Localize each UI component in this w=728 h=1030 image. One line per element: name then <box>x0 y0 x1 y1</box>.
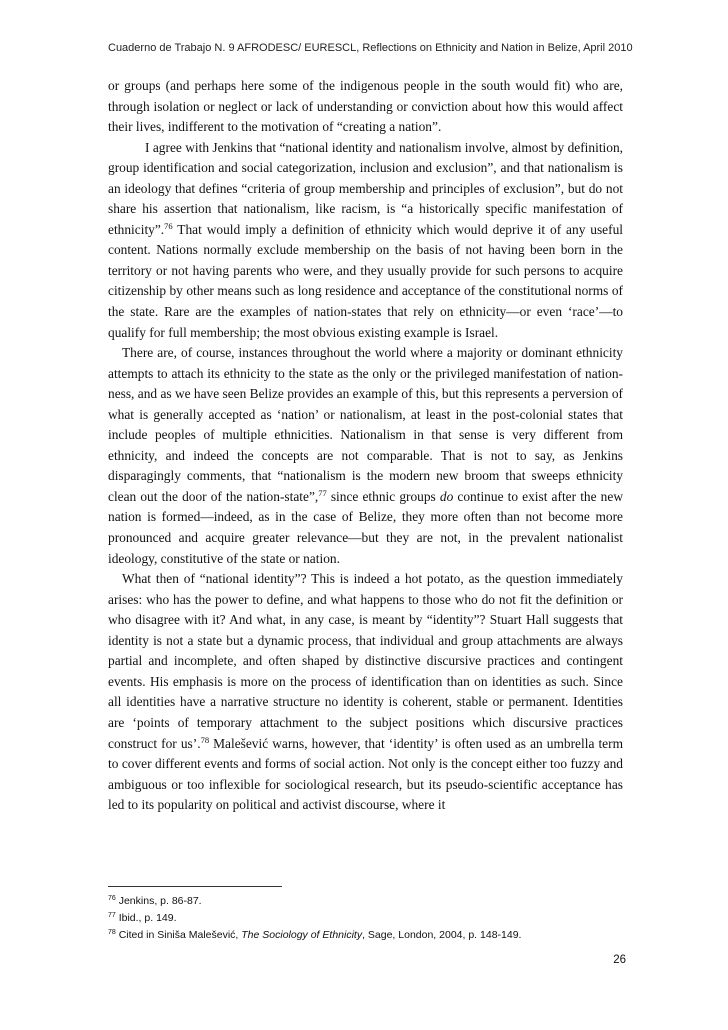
paragraph-1-text: or groups (and perhaps here some of the indigenous people in the south would fit) who are, through isolation or neglect or lack of understanding or conviction about how this would affect their lives, indifferent to the motivation of “creating a nation”. <box>108 78 623 135</box>
footnote-ref-77[interactable]: 77 <box>318 487 327 498</box>
footnotes <box>108 893 628 944</box>
footnote-text-end: , Sage, London, 2004, p. 148-149. <box>362 929 522 941</box>
paragraph-2-text-a: I agree with Jenkins that “national identity and nationalism involve, almost by definition, group identification and social categorization, inclusion and exclusion”, and that nationalism is an ideology that defines “criteria of group membership and principles of exclusion”, but do not share his assertion that nationalism, like racism, is “a historically specific manifestation of ethnicity”. <box>108 139 623 237</box>
paragraph-1 <box>108 76 623 138</box>
paragraph-2 <box>108 138 623 343</box>
footnote-ref-78[interactable]: 78 <box>200 734 210 745</box>
footnote-number: 77 <box>108 912 116 919</box>
paragraph-3-text-c: continue to exist after the new nation is formed—indeed, as in the case of Belize, they more often than not become more pronounced and acquire greater relevance—but they are not, in the prevalent nationalist ideology, constitutive of the state or nation. <box>108 488 623 566</box>
footnote-number: 78 <box>108 929 116 936</box>
paragraph-4-text-b: Malešević warns, however, that ‘identity’ is often used as an umbrella term to cover different events and forms of social action. Not only is the concept either too fuzzy and ambiguous or too inflexible for sociological research, but its pseudo-scientific acceptance has led to its popularity on political and activist discourse, where it <box>108 735 623 813</box>
footnote-text: Cited in Siniša Malešević, <box>115 929 242 941</box>
paragraph-3-emphasis: do <box>439 488 454 504</box>
footnote-book-title: The Sociology of Ethnicity <box>241 929 363 941</box>
running-header: Cuaderno de Trabajo N. 9 AFRODESC/ EURESCL, Reflections on Ethnicity and Nation in Belize, April 2010 <box>108 42 633 54</box>
paragraph-3-text-b: since ethnic groups <box>326 488 440 504</box>
paragraph-2-text-b: That would imply a definition of ethnicity which would deprive it of any useful content. Nations normally exclude membership on the basis of not having been born in the territory or not having parents who were, and they usually provide for such persons to acquire citizenship by other means such as long residence and acceptance of the constitutional norms of the state. Rare are the examples of nation-states that rely on ethnicity—or even ‘race’—to qualify for full membership; the most obvious existing example is Israel. <box>108 221 623 340</box>
footnote-divider <box>108 886 282 887</box>
body-text <box>108 76 623 816</box>
footnote-ref-76[interactable]: 76 <box>164 220 173 231</box>
page-number: 26 <box>613 954 626 966</box>
footnote-78 <box>108 927 628 944</box>
footnote-77 <box>108 910 628 927</box>
footnote-text: Ibid., p. 149. <box>115 912 177 924</box>
paragraph-3-text-a: There are, of course, instances throughout the world where a majority or dominant ethnicity attempts to attach its ethnicity to the state as the only or the privileged manifestation of nation-ness, and as we have seen Belize provides an example of this, but this represents a perversion of what is generally accepted as ‘nation’ or nationalism, at least in the post-colonial states that include peoples of multiple ethnicities. Nationalism in that sense is very different from ethnicity, and indeed the concepts are not comparable. That is not to say, as Jenkins disparagingly comments, that “nationalism is the modern new broom that sweeps ethnicity clean out the door of the nation-state”, <box>108 345 624 504</box>
paragraph-3 <box>108 343 623 569</box>
paragraph-4-text-a: What then of “national identity”? This is indeed a hot potato, as the question immediately arises: who has the power to define, and what happens to those who do not fit the definition or who disagree with it? And what, in any case, is meant by “identity”? Stuart Hall suggests that identity is not a state but a dynamic process, that individual and group attachments are always partial and incomplete, and often shaped by distinctive discursive practices and contingent events. His emphasis is more on the process of identification than on identities as such. Since all identities have a narrative structure no identity is coherent, stable or permanent. Identities are ‘points of temporary attachment to the subject positions which discursive practices construct for us’. <box>108 571 623 751</box>
footnote-number: 76 <box>108 895 116 902</box>
footnote-text: Jenkins, p. 86-87. <box>115 895 202 907</box>
footnote-76 <box>108 893 628 910</box>
paragraph-4 <box>108 569 623 816</box>
